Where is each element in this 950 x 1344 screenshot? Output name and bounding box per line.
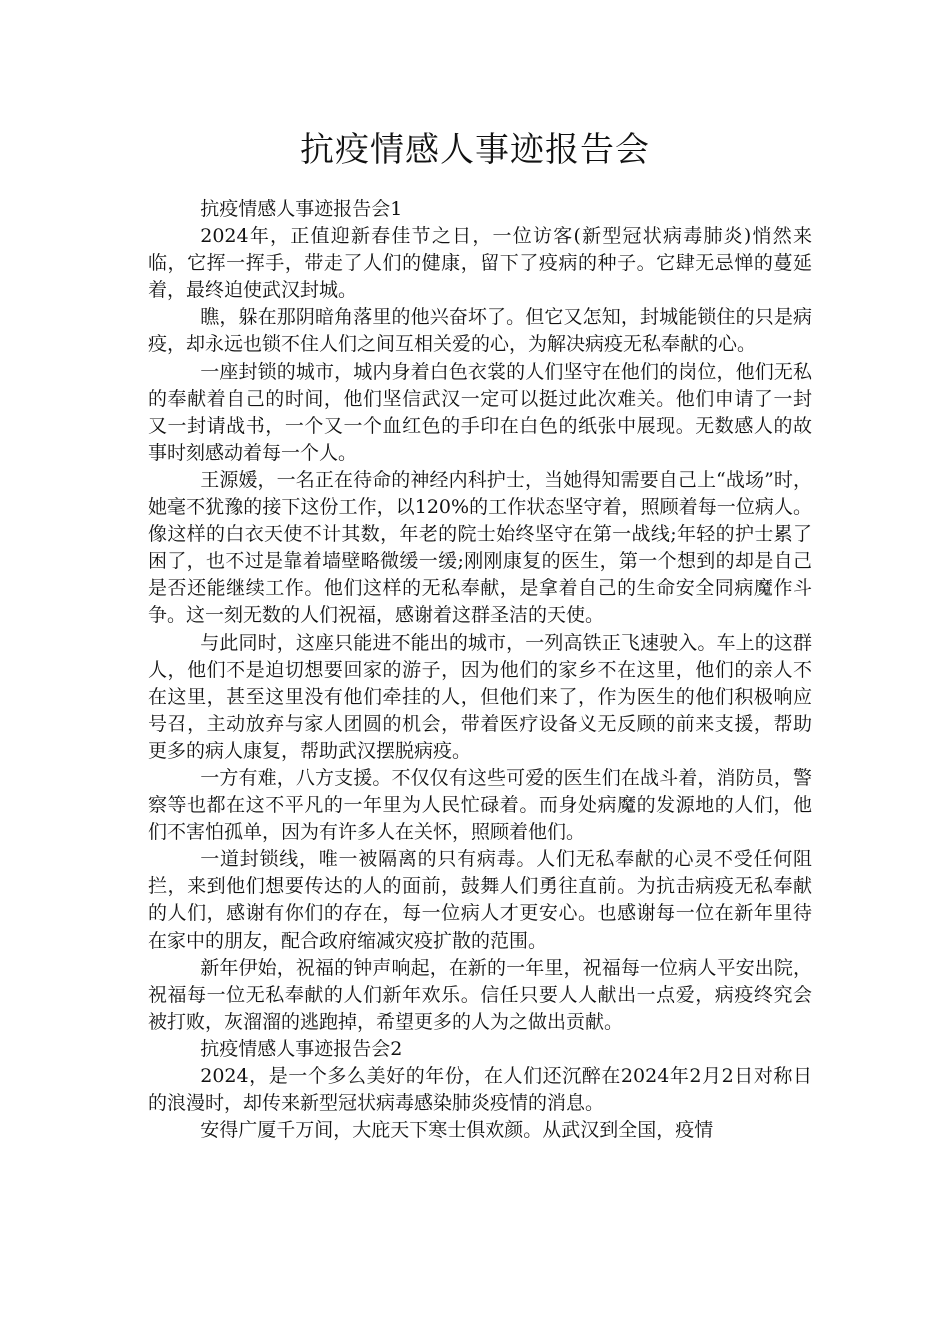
paragraph: 一道封锁线，唯一被隔离的只有病毒。人们无私奉献的心灵不受任何阻拦，来到他们想要传达的人的面前，鼓舞人们勇往直前。为抗击病疫无私奉献的人们，感谢有你们的存在，每一位病人才更安心。也感谢每一位在新年里待在家中的朋友，配合政府缩减灾疫扩散的范围。 [148, 848, 812, 952]
section-heading-2: 抗疫情感人事迹报告会2 [200, 1037, 403, 1060]
paragraph: 2024，是一个多么美好的年份，在人们还沉醉在2024年2月2日对称日的浪漫时，却传来新型冠状病毒感染肺炎疫情的消息。 [148, 1065, 812, 1115]
document-title: 抗疫情感人事迹报告会 [300, 130, 650, 170]
document-body [148, 196, 812, 1144]
paragraph: 新年伊始，祝福的钟声响起，在新的一年里，祝福每一位病人平安出院，祝福每一位无私奉献的人们新年欢乐。信任只要人人献出一点爱，病疫终究会被打败，灰溜溜的逃跑掉，希望更多的人为之做出贡献。 [148, 956, 812, 1033]
paragraph: 一方有难，八方支援。不仅仅有这些可爱的医生们在战斗着，消防员，警察等也都在这不平凡的一年里为人民忙碌着。而身处病魔的发源地的人们，他们不害怕孤单，因为有许多人在关怀，照顾着他们。 [148, 766, 812, 844]
paragraph: 与此同时，这座只能进不能出的城市，一列高铁正飞速驶入。车上的这群人，他们不是迫切想要回家的游子，因为他们的家乡不在这里，他们的亲人不在这里，甚至这里没有他们牵挂的人，但他们来了，作为医生的他们积极响应号召，主动放弃与家人团圆的机会，带着医疗设备义无反顾的前来支援，帮助更多的病人康复，帮助武汉摆脱病疫。 [148, 631, 812, 762]
paragraph: 瞧，躲在那阴暗角落里的他兴奋坏了。但它又怎知，封城能锁住的只是病疫，却永远也锁不住人们之间互相关爱的心，为解决病疫无私奉献的心。 [148, 306, 812, 356]
paragraph: 2024年，正值迎新春佳节之日，一位访客(新型冠状病毒肺炎)悄然来临，它挥一挥手，带走了人们的健康，留下了疫病的种子。它肆无忌惮的蔓延着，最终迫使武汉封城。 [148, 225, 812, 302]
section-heading-1: 抗疫情感人事迹报告会1 [200, 198, 403, 220]
paragraph: 王源媛，一名正在待命的神经内科护士，当她得知需要自己上“战场”时，她毫不犹豫的接下这份工作，以120%的工作状态坚守着，照顾着每一位病人。像这样的白衣天使不计其数，年老的院士始终坚守在第一战线;年轻的护士累了困了，也不过是靠着墙壁略微缓一缓;刚刚康复的医生，第一个想到的却是自己是否还能继续工作。他们这样的无私奉献，是拿着自己的生命安全同病魔作斗争。这一刻无数的人们祝福，感谢着这群圣洁的天使。 [148, 468, 812, 627]
paragraph: 安得广厦千万间，大庇天下寒士俱欢颜。从武汉到全国，疫情 [200, 1119, 714, 1142]
paragraph: 一座封锁的城市，城内身着白色衣裳的人们坚守在他们的岗位，他们无私的奉献着自己的时间，他们坚信武汉一定可以挺过此次难关。他们申请了一封又一封请战书，一个又一个血红色的手印在白色的纸张中展现。无数感人的故事时刻感动着每一个人。 [148, 360, 812, 464]
